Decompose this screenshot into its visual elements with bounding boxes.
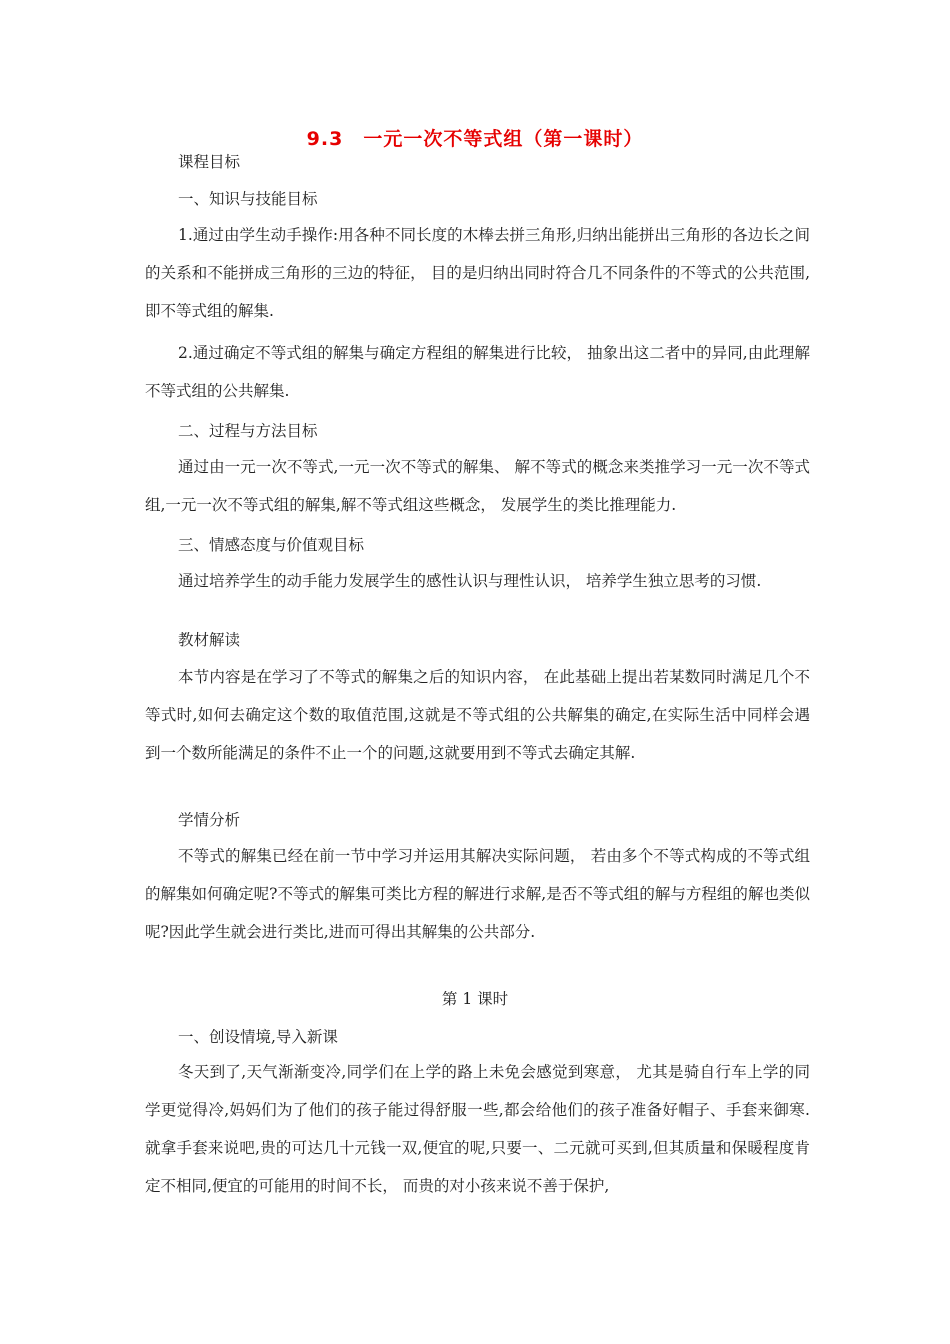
emotion-text: 通过培养学生的动手能力发展学生的感性认识与理性认识， 培养学生独立思考的习惯. [178, 572, 762, 590]
analysis-heading: 学情分析 [178, 811, 241, 829]
textbook-heading: 教材解读 [178, 631, 241, 649]
lesson-heading: 第 1 课时 [441, 990, 509, 1008]
analysis-text: 不等式的解集已经在前一节中学习并运用其解决实际问题， 若由多个不等式构成的不等式组的解集如何确定呢?不等式的解集可类比方程的解进行求解,是否不等式组的解与方程组的解也类似呢?因此学生就会进行类比,进而可得出其解集的公共部分. [145, 847, 810, 941]
objectives-heading: 课程目标 [178, 153, 241, 171]
process-text: 通过由一元一次不等式,一元一次不等式的解集、 解不等式的概念来类推学习一元一次不等式组,一元一次不等式组的解集,解不等式组这些概念， 发展学生的类比推理能力. [145, 458, 810, 514]
document-title: 9.3 一元一次不等式组（第一课时） [306, 128, 644, 150]
process-heading: 二、过程与方法目标 [178, 422, 318, 440]
objective-item-1: 1.通过由学生动手操作:用各种不同长度的木棒去拼三角形,归纳出能拼出三角形的各边长之间的关系和不能拼成三角形的三边的特征， 目的是归纳出同时符合几不同条件的不等式的公共范围,即不等式组的解集. [145, 226, 810, 320]
knowledge-heading: 一、知识与技能目标 [178, 190, 318, 208]
textbook-text: 本节内容是在学习了不等式的解集之后的知识内容， 在此基础上提出若某数同时满足几个不等式时,如何去确定这个数的取值范围,这就是不等式组的公共解集的确定,在实际生活中同样会遇到一个数所能满足的条件不止一个的问题,这就要用到不等式去确定其解. [145, 668, 810, 762]
intro-heading: 一、创设情境,导入新课 [178, 1028, 338, 1046]
intro-text: 冬天到了,天气渐渐变冷,同学们在上学的路上未免会感觉到寒意， 尤其是骑自行车上学的同学更觉得冷,妈妈们为了他们的孩子能过得舒服一些,都会给他们的孩子准备好帽子、手套来御寒.就拿手套来说吧,贵的可达几十元钱一双,便宜的呢,只要一、二元就可买到,但其质量和保暖程度肯定不相同,便宜的可能用的时间不长， 而贵的对小孩来说不善于保护, [145, 1063, 810, 1195]
emotion-heading: 三、情感态度与价值观目标 [178, 536, 365, 554]
objective-item-2: 2.通过确定不等式组的解集与确定方程组的解集进行比较， 抽象出这二者中的异同,由此理解不等式组的公共解集. [145, 344, 810, 400]
